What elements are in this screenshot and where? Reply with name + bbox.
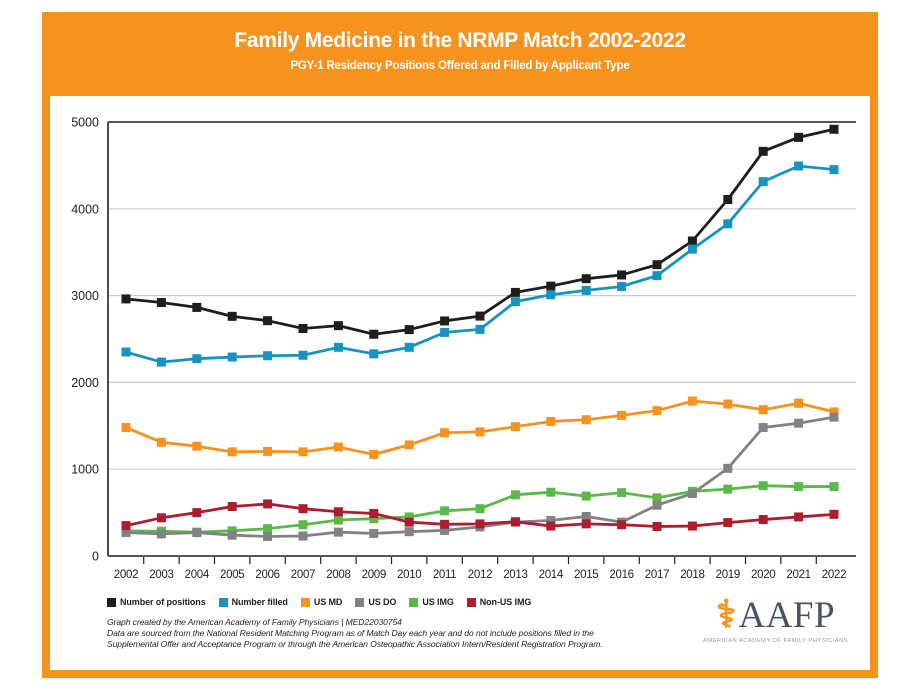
svg-text:2010: 2010 [397, 569, 422, 581]
svg-text:2006: 2006 [255, 569, 280, 581]
footnote-source-1: Data are sourced from the National Resident Matching Program as of Match Day each year and do not include positions filled in the [107, 628, 594, 638]
data-point [228, 312, 237, 321]
legend-item-number-filled [219, 597, 288, 607]
data-point [688, 237, 697, 246]
legend-label: US IMG [422, 597, 454, 607]
data-point [688, 489, 697, 498]
data-point [653, 522, 662, 531]
data-point [617, 411, 626, 420]
legend-label: US DO [368, 597, 397, 607]
data-point [582, 415, 591, 424]
data-point [830, 510, 839, 519]
data-point [369, 529, 378, 538]
data-point [723, 219, 732, 228]
svg-text:0: 0 [92, 549, 99, 564]
data-point [157, 513, 166, 522]
data-point [334, 528, 343, 537]
svg-text:1000: 1000 [71, 462, 99, 477]
data-point [263, 499, 272, 508]
chart-area [50, 96, 870, 596]
data-point [263, 524, 272, 533]
legend-swatch-icon [355, 598, 364, 607]
data-point [511, 422, 520, 431]
data-point [192, 528, 201, 537]
data-point [546, 417, 555, 426]
svg-text:2017: 2017 [644, 569, 670, 581]
data-point [440, 328, 449, 337]
data-point [122, 521, 131, 530]
data-point [299, 324, 308, 333]
data-point [192, 442, 201, 451]
data-point [723, 400, 732, 409]
svg-text:2008: 2008 [326, 569, 351, 581]
data-point [476, 312, 485, 321]
data-point [334, 343, 343, 352]
data-point [546, 522, 555, 531]
data-point [759, 177, 768, 186]
data-point [157, 529, 166, 538]
data-point [122, 423, 131, 432]
legend-swatch-icon [219, 598, 228, 607]
svg-text:5000: 5000 [71, 115, 99, 130]
data-point [228, 502, 237, 511]
data-point [653, 271, 662, 280]
page-subtitle: PGY-1 Residency Positions Offered and Filled by Applicant Type [290, 60, 630, 72]
data-point [157, 358, 166, 367]
data-point [405, 518, 414, 527]
data-point [723, 485, 732, 494]
svg-text:2003: 2003 [149, 569, 174, 581]
data-point [759, 515, 768, 524]
data-point [688, 522, 697, 531]
data-point [263, 447, 272, 456]
plot-frame [108, 122, 856, 556]
legend-label: Number of positions [120, 597, 206, 607]
data-point [157, 298, 166, 307]
data-point [440, 520, 449, 529]
data-point [476, 325, 485, 334]
data-point [405, 527, 414, 536]
data-point [759, 481, 768, 490]
data-point [582, 492, 591, 501]
data-point [369, 330, 378, 339]
data-point [192, 303, 201, 312]
svg-text:2004: 2004 [184, 569, 209, 581]
series-non-us-img [122, 499, 839, 531]
x-axis-ticks [144, 557, 817, 564]
data-point [546, 488, 555, 497]
data-point [653, 260, 662, 269]
footnote-credit: Graph created by the American Academy of Family Physicians | MED22030754 [107, 617, 402, 627]
data-point [794, 482, 803, 491]
data-point [476, 427, 485, 436]
svg-text:2007: 2007 [290, 569, 316, 581]
data-point [476, 519, 485, 528]
data-point [405, 343, 414, 352]
chart-panel [50, 96, 870, 670]
poster-frame [42, 12, 878, 678]
legend-swatch-icon [301, 598, 310, 607]
svg-text:2002: 2002 [113, 569, 139, 581]
data-point [794, 162, 803, 171]
data-point [582, 274, 591, 283]
data-point [511, 297, 520, 306]
data-point [369, 450, 378, 459]
data-point [794, 419, 803, 428]
x-axis-labels [114, 569, 846, 581]
data-point [440, 428, 449, 437]
data-point [405, 325, 414, 334]
data-point [334, 507, 343, 516]
svg-text:4000: 4000 [71, 202, 99, 217]
data-point [405, 440, 414, 449]
data-point [511, 490, 520, 499]
data-point [299, 504, 308, 513]
data-point [299, 532, 308, 541]
svg-text:2011: 2011 [432, 569, 457, 581]
data-point [263, 316, 272, 325]
series-us-md [122, 397, 839, 459]
data-point [546, 282, 555, 291]
data-point [476, 504, 485, 513]
data-point [830, 125, 839, 134]
data-point [299, 520, 308, 529]
page-title: Family Medicine in the NRMP Match 2002-2022 [234, 29, 686, 52]
data-point [334, 515, 343, 524]
legend-item-number-of-positions [107, 597, 206, 607]
data-point [299, 351, 308, 360]
data-point [759, 405, 768, 414]
data-point [122, 294, 131, 303]
data-point [582, 286, 591, 295]
match-trend-line-chart [50, 96, 870, 596]
footnote-source-2: Supplemental Offer and Acceptance Program or through the American Osteopathic Association Intern/Resident Registration Program. [107, 639, 603, 649]
legend-swatch-icon [467, 598, 476, 607]
svg-text:2014: 2014 [538, 569, 563, 581]
data-point [688, 397, 697, 406]
svg-text:2005: 2005 [220, 569, 245, 581]
data-point [122, 348, 131, 357]
data-point [794, 399, 803, 408]
legend-swatch-icon [409, 598, 418, 607]
data-point [157, 438, 166, 447]
y-axis-labels [71, 116, 99, 564]
legend-item-non-us-img [467, 597, 532, 607]
data-point [369, 509, 378, 518]
svg-text:2019: 2019 [715, 569, 740, 581]
svg-text:2013: 2013 [503, 569, 528, 581]
data-point [617, 488, 626, 497]
data-point [830, 413, 839, 422]
data-point [228, 353, 237, 362]
aafp-logo [693, 594, 858, 644]
svg-text:2021: 2021 [786, 569, 811, 581]
data-point [263, 351, 272, 360]
data-point [830, 482, 839, 491]
data-point [723, 195, 732, 204]
data-point [511, 517, 520, 526]
data-point [299, 447, 308, 456]
data-point [759, 147, 768, 156]
data-point [653, 501, 662, 510]
legend-item-us-img [409, 597, 453, 607]
svg-text:2018: 2018 [680, 569, 705, 581]
data-point [759, 423, 768, 432]
data-point [723, 464, 732, 473]
data-point [369, 349, 378, 358]
svg-text:2020: 2020 [751, 569, 776, 581]
data-point [192, 508, 201, 517]
legend-swatch-icon [107, 598, 116, 607]
data-point [723, 518, 732, 527]
caduceus-icon: ⚕ [715, 594, 737, 636]
data-point [617, 282, 626, 291]
chart-footnotes [107, 617, 667, 650]
svg-text:2012: 2012 [467, 569, 493, 581]
data-point [830, 165, 839, 174]
legend-item-us-md [301, 597, 343, 607]
data-point [511, 288, 520, 297]
data-point [228, 531, 237, 540]
data-point [546, 290, 555, 299]
svg-text:2000: 2000 [71, 375, 99, 390]
data-point [617, 520, 626, 529]
chart-legend [107, 597, 531, 607]
data-point [794, 512, 803, 521]
legend-label: US MD [313, 597, 343, 607]
svg-text:2015: 2015 [574, 569, 599, 581]
data-point [192, 354, 201, 363]
svg-text:3000: 3000 [71, 289, 99, 304]
data-point [334, 443, 343, 452]
data-point [794, 133, 803, 142]
aafp-tagline: AMERICAN ACADEMY OF FAMILY PHYSICIANS [702, 638, 849, 644]
data-point [334, 321, 343, 330]
svg-text:2016: 2016 [609, 569, 634, 581]
data-point [582, 519, 591, 528]
data-point [440, 316, 449, 325]
legend-label: Non-US IMG [479, 597, 532, 607]
svg-text:2009: 2009 [361, 569, 386, 581]
legend-item-us-do [355, 597, 396, 607]
svg-text:2022: 2022 [821, 569, 847, 581]
aafp-wordmark: AAFP [738, 595, 836, 636]
data-point [440, 506, 449, 515]
data-point [653, 406, 662, 415]
legend-label: Number filled [231, 597, 288, 607]
data-point [263, 532, 272, 541]
poster-header [42, 12, 878, 96]
data-point [617, 270, 626, 279]
data-point [228, 447, 237, 456]
series-number-filled [122, 162, 839, 367]
data-point [688, 245, 697, 254]
series-number-of-positions [122, 125, 839, 339]
